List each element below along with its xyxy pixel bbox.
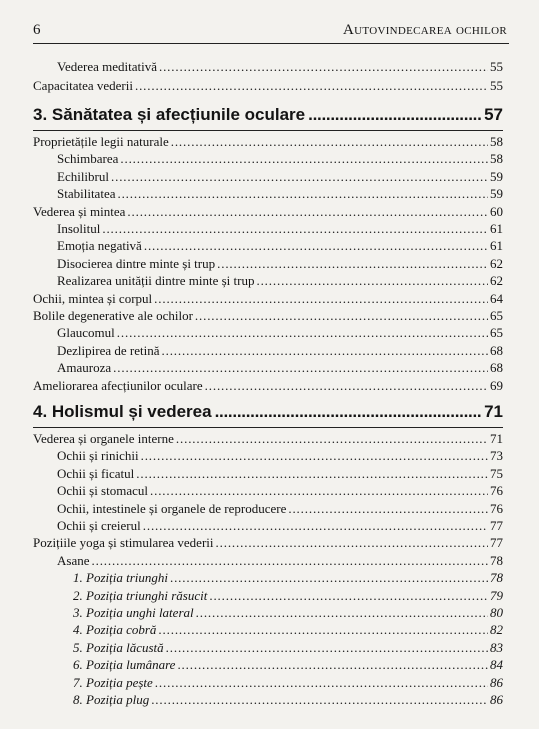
toc-entry [33,219,503,236]
toc-entry-page: 61 [490,238,503,254]
toc-entry-label: Realizarea unității dintre minte și trup [57,273,255,289]
toc-entry [33,638,503,655]
toc-entry-page: 77 [490,518,503,533]
toc-entry-page: 76 [490,483,503,499]
dot-leader [141,448,488,463]
toc-entry-page: 78 [490,552,503,568]
chapter-heading [33,103,503,125]
toc-entry-page: 69 [490,377,503,393]
toc-entry [33,568,503,585]
dot-leader [155,675,488,690]
toc-entry-label: Ochii și rinichii [57,448,139,464]
toc-entry-label: 6. Poziția lumânare [73,657,176,673]
chapter-page: 71 [484,402,503,421]
dot-leader [209,588,488,603]
toc-entry [33,202,503,219]
toc-entry-page: 78 [490,570,503,586]
toc-entry-label: Ochii și creierul [57,518,141,533]
toc-entry-page: 64 [490,290,503,306]
toc-entry-label: Asane [57,552,90,568]
toc-entry-page: 76 [490,500,503,516]
toc-entry-page: 79 [490,587,503,603]
toc-entry-label: Vederea și mintea [33,203,126,219]
toc-entry-label: Ochii și ficatul [57,465,135,481]
dot-leader [159,59,488,74]
toc-entry-page: 65 [490,325,503,341]
toc-entry-label: Emoția negativă [57,238,142,254]
dot-leader [162,343,489,358]
toc-entry-page: 83 [490,639,503,655]
toc-entry-page: 60 [490,203,503,219]
toc-entry [33,341,503,358]
toc-entry [33,306,503,323]
dot-leader [195,308,488,323]
toc-entry [33,446,503,463]
toc-entry-page: 59 [490,186,503,202]
dot-leader [166,640,488,655]
chapter-rule [33,427,503,428]
toc-entry-label: Disocierea dintre minte și trup [57,255,216,271]
chapter-title: 4. Holismul și vederea [33,402,212,421]
header-rule [33,43,509,44]
toc-entry [33,323,503,340]
toc-entry-page: 82 [490,622,503,638]
toc-entry [33,376,503,393]
toc-entry [33,289,503,306]
toc-entry-label: 3. Poziția unghi lateral [73,605,194,620]
toc-entry-page: 84 [490,657,503,673]
toc-entry-label: Ochii, mintea și corpul [33,290,153,306]
toc-entry-label: Bolile degenerative ale ochilor [33,308,193,323]
toc-entry [33,586,503,603]
dot-leader [113,360,488,375]
toc-entry [33,254,503,271]
toc-entry [33,690,503,707]
toc-entry-label: 8. Poziția plug [73,692,150,707]
chapter-rule [33,130,503,131]
dot-leader [288,501,488,516]
dot-leader [120,151,488,166]
dot-leader [170,570,488,585]
dot-leader [158,622,488,637]
toc-entry-page: 73 [490,448,503,464]
dot-leader [171,134,488,149]
chapter-title: 3. Sănătatea și afecțiunile oculare [33,105,306,124]
toc-entry-label: Echilibrul [57,168,109,184]
toc-entry-page: 59 [490,168,503,184]
toc-entry [33,132,503,149]
toc-entry-label: Proprietățile legii naturale [33,134,169,149]
dot-leader [215,402,481,422]
toc-entry-label: Ameliorarea afecțiunilor oculare [33,377,203,393]
toc-entry [33,533,503,550]
toc-entry [33,184,503,201]
toc-entry [33,167,503,184]
toc-entry-page: 75 [490,465,503,481]
toc-entry [33,499,503,516]
toc-entry-label: Stabilitatea [57,186,116,202]
toc-entry-page: 62 [490,255,503,271]
toc-entry [33,620,503,637]
toc-entry-page: 86 [490,674,503,690]
toc-entry-label: 5. Poziția lăcustă [73,639,164,655]
dot-leader [256,273,488,288]
dot-leader [102,221,488,236]
toc-entry-page: 61 [490,221,503,236]
toc-entry-page: 55 [490,59,503,74]
dot-leader [196,605,488,620]
dot-leader [136,466,488,481]
toc-entry-label: 1. Poziția triunghi [73,570,168,586]
toc-entry [33,429,503,446]
dot-leader [143,518,488,533]
toc-entry [33,271,503,288]
toc-entry-label: Capacitatea vederii [33,77,133,93]
toc-entry [33,551,503,568]
toc-entry-page: 58 [490,134,503,149]
toc-entry-label: Ochii, intestinele și organele de reproducere [57,500,287,516]
toc-entry [33,464,503,481]
toc-entry-page: 65 [490,308,503,323]
toc-entry-page: 55 [490,77,503,93]
dot-leader [135,78,488,93]
chapter-page: 57 [484,105,503,124]
toc-entry-label: 4. Poziția cobră [73,622,157,638]
toc-entry [33,516,503,533]
toc-entry [33,76,503,93]
toc-entry-page: 58 [490,151,503,167]
dot-leader [217,256,488,271]
toc-entry-page: 62 [490,273,503,289]
toc-entry-page: 80 [490,605,503,620]
toc-entry [33,481,503,498]
dot-leader [308,105,481,125]
dot-leader [117,325,488,340]
page-number: 6 [33,22,41,38]
toc-entry-label: Vederea meditativă [57,59,157,74]
toc-entry [33,149,503,166]
running-header-title: Autovindecarea ochilor [343,22,507,38]
dot-leader [205,378,488,393]
toc-entry-page: 77 [490,535,503,551]
toc-entry-label: Amauroza [57,360,112,376]
dot-leader [127,204,488,219]
dot-leader [144,238,488,253]
toc-entry [33,236,503,253]
dot-leader [216,535,488,550]
dot-leader [176,431,488,446]
chapter-heading [33,400,503,422]
toc-entry-page: 71 [490,431,503,446]
toc-entry [33,57,503,74]
dot-leader [154,291,488,306]
toc-entry-label: Glaucomul [57,325,115,341]
toc-entry-label: Pozițiile yoga și stimularea vederii [33,535,214,551]
toc-entry-label: Dezlipirea de retină [57,342,160,358]
toc-entry-page: 68 [490,342,503,358]
toc-entry-label: Insolitul [57,221,101,236]
dot-leader [111,169,488,184]
dot-leader [150,483,488,498]
toc-entry-page: 86 [490,692,503,707]
toc-entry-label: Ochii și stomacul [57,483,148,499]
toc-entry-label: 2. Poziția triunghi răsucit [73,587,208,603]
dot-leader [151,692,488,707]
toc-entry-label: 7. Poziția pește [73,674,153,690]
dot-leader [117,186,488,201]
toc-entry [33,358,503,375]
toc-entry-label: Schimbarea [57,151,119,167]
toc-entry [33,673,503,690]
toc-entry [33,603,503,620]
toc-entry [33,655,503,672]
toc-entry-page: 68 [490,360,503,376]
dot-leader [177,657,488,672]
dot-leader [92,553,489,568]
toc-entry-label: Vederea și organele interne [33,431,174,446]
